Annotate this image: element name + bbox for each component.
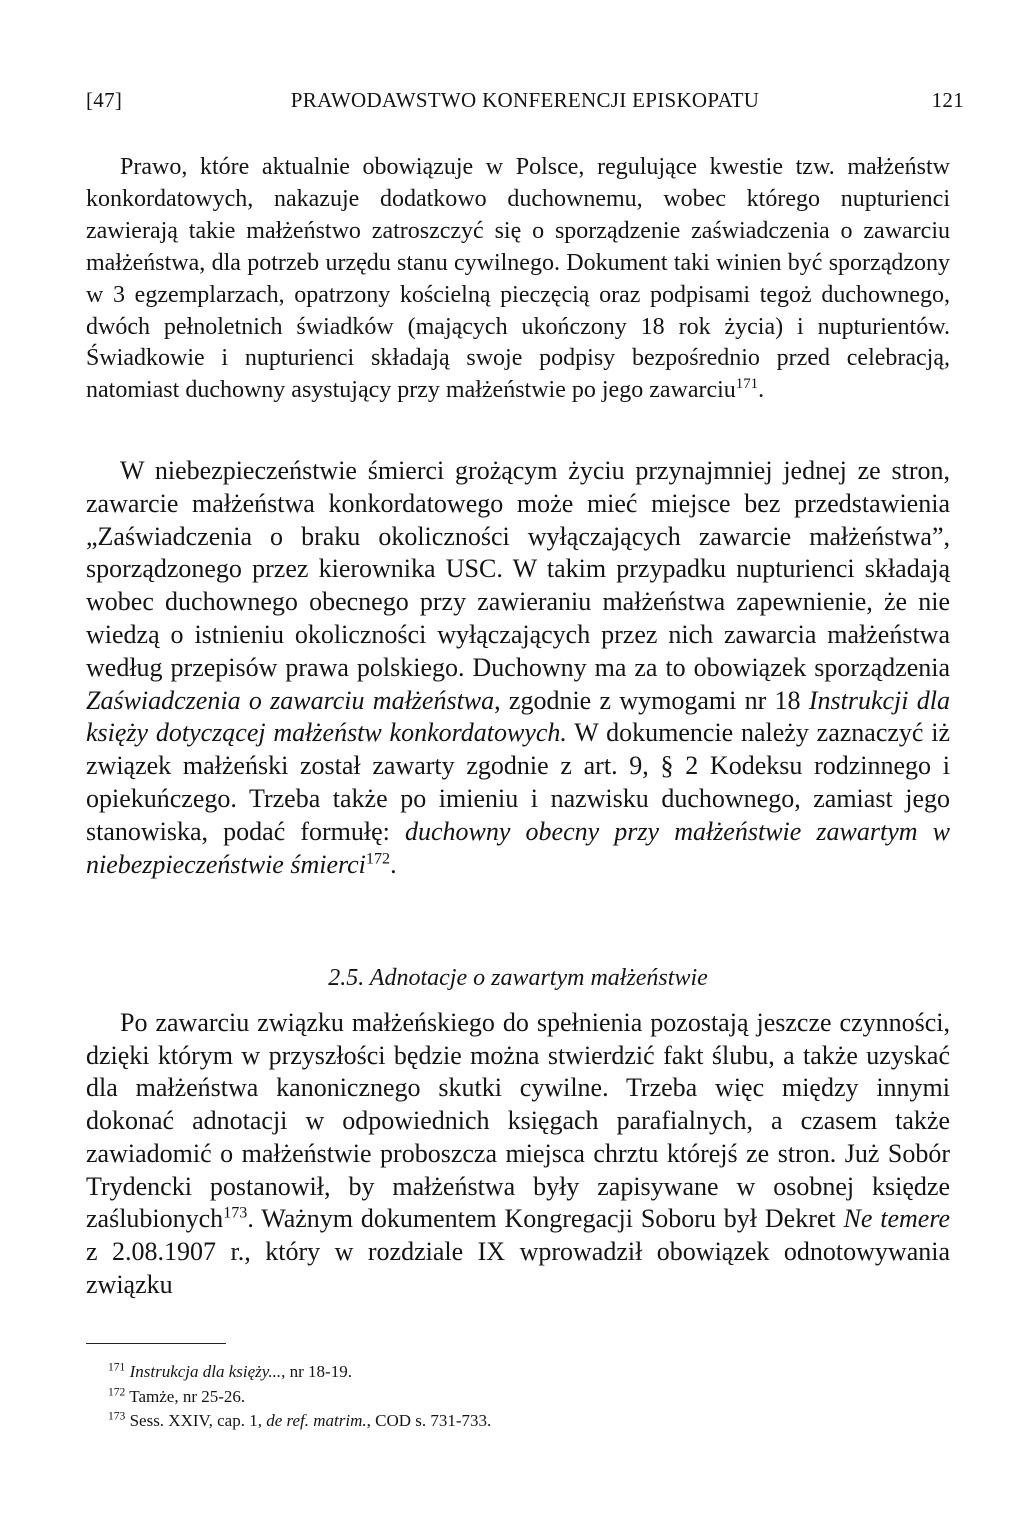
paragraph-3-text-a: Po zawarciu związku małżeńskiego do spełnienia pozostają jeszcze czynności, dzięki którym w przyszłości będzie można stwierdzić fakt ślubu, a także uzyskać dla małżeństwa kanonicznego skutki cywilne. Trzeba więc między innymi dokonać adnotacji w odpowiednich księgach parafialnych, a czasem także zawiadomić o małżeństwie proboszcza miejsca chrztu którejś ze stron. Już Sobór Trydencki postanowił, by małżeństwa były zapisywane w osobnej księdze zaślubionych [86,1008,950,1234]
paragraph-2 [86,455,950,881]
section-heading [86,965,950,992]
section-reference: [47] [86,88,123,112]
paragraph-3-text-c: z 2.08.1907 r., który w rozdziale IX wprowadził obowiązek odnotowywania związku [86,1236,950,1299]
footnote-173 [108,1409,491,1434]
running-header [86,88,964,118]
footnote-ref-173[interactable]: 173 [223,1204,248,1222]
footnote-ref-172[interactable]: 172 [365,849,391,867]
footnote-divider [86,1343,226,1344]
footnote-number: 171 [108,1360,126,1374]
footnote-number: 173 [108,1409,126,1423]
footnote-text: Tamże, nr 25-26. [125,1386,246,1406]
footnote-text: , nr 18-19. [281,1362,352,1381]
footnote-italic: de ref. matrim. [266,1411,367,1430]
footnote-number: 172 [108,1384,126,1398]
paragraph-3-text-b: . Ważnym dokumentem Kongregacji Soboru był Dekret [247,1204,844,1234]
footnotes [108,1360,491,1434]
section-title: Adnotacje o zawartym małżeństwie [369,965,708,991]
footnote-text-pre: Sess. XXIV, cap. 1, [125,1411,267,1430]
paragraph-2-italic-b: Instrukcji dla księży dotyczącej małżeństw konkordatowych. [86,685,950,748]
paragraph-1-end: . [758,377,765,404]
page-number: 121 [931,88,964,112]
paragraph-2-text-a: W niebezpieczeństwie śmierci grożącym życiu przynajmniej jednej ze stron, zawarcie małżeństwa konkordatowego może mieć miejsce bez przedstawienia „Zaświadczenia o braku okoliczności wyłączających zawarcie małżeństwa”, sporządzonego przez kierownika USC. W takim przypadku nupturienci składają wobec duchownego obecnego przy zawieraniu małżeństwa zapewnienie, że nie wiedzą o istnieniu okoliczności wyłączających przez nich zawarcia małżeństwa według przepisów prawa polskiego. Duchowny ma za to obowiązek sporządzenia [86,456,950,682]
footnote-ref-171[interactable]: 171 [735,376,759,393]
paragraph-3-italic: Ne temere [843,1204,951,1234]
footnote-171 [108,1360,491,1385]
paragraph-2-italic-c: duchowny obecny przy małżeństwie zawartym w niebezpieczeństwie śmierci [86,816,950,879]
footnote-italic: Instrukcja dla księży... [129,1362,282,1381]
section-number: 2.5. [328,965,365,991]
paragraph-2-end: . [390,849,397,879]
running-title: PRAWODAWSTWO KONFERENCJI EPISKOPATU [290,88,760,112]
paragraph-1 [86,152,950,407]
paragraph-2-text-c: W dokumencie należy zaznaczyć iż związek małżeński został zawarty zgodnie z art. 9, § 2 Kodeksu rodzinnego i opiekuńczego. Trzeba także po imieniu i nazwisku duchownego, zamiast jego stanowiska, podać formułę: [86,718,950,846]
paragraph-2-text-b: , zgodnie z wymogami nr 18 [494,685,809,715]
footnote-text: , COD s. 731-733. [366,1411,492,1430]
footnote-172 [108,1385,491,1410]
paragraph-1-text: Prawo, które aktualnie obowiązuje w Polsce, regulujące kwestie tzw. małżeństw konkordatowych, nakazuje dodatkowo duchownemu, wobec którego nupturienci zawierają takie małżeństwo zatroszczyć się o sporządzenie zaświadczenia o zawarciu małżeństwa, dla potrzeb urzędu stanu cywilnego. Dokument taki winien być sporządzony w 3 egzemplarzach, opatrzony kościelną pieczęcią oraz podpisami tegoż duchownego, dwóch pełnoletnich świadków (mających ukończony 18 rok życia) i nupturientów. Świadkowie i nupturienci składają swoje podpisy bezpośrednio przed celebracją, natomiast duchowny asystujący przy małżeństwie po jego zawarciu [86,154,950,404]
paragraph-3 [86,1007,950,1301]
paragraph-2-italic-a: Zaświadczenia o zawarciu małżeństwa [86,685,495,715]
